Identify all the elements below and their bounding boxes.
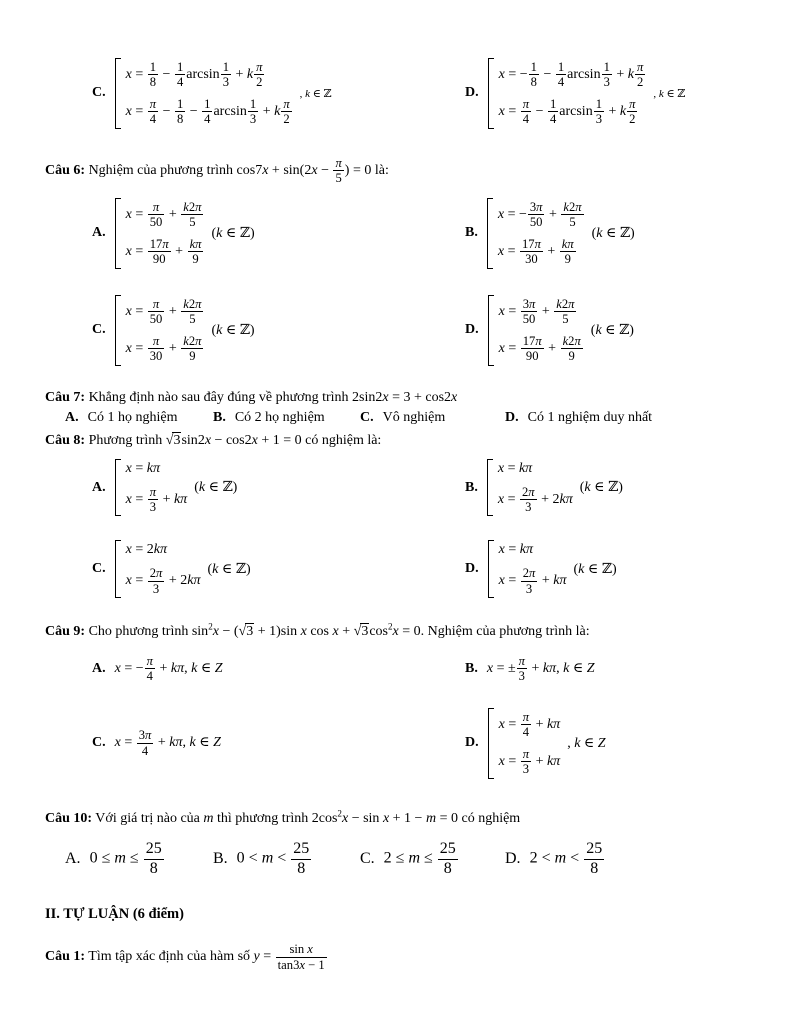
inline-math: 2sin2x = 3 + cos2x bbox=[352, 389, 458, 405]
option-label: B. bbox=[465, 225, 478, 241]
fraction: $\frac{\pi}{3}$ bbox=[522, 746, 530, 777]
option-label: C. bbox=[92, 322, 106, 338]
left-bracket-icon bbox=[115, 540, 121, 598]
case-line: x = $\frac{\pi}{30}$ + $\frac{k2\pi}{9}$ bbox=[126, 334, 205, 364]
fraction: $\frac{\pi}{4}$ bbox=[146, 653, 153, 684]
question-text: có nghiệm bbox=[457, 810, 521, 826]
q5-option-c bbox=[92, 58, 465, 129]
question-text: là: bbox=[371, 163, 389, 179]
case-line: x = $\frac{\pi}{4}$ + kπ bbox=[498, 709, 561, 740]
option-label: A. bbox=[92, 225, 106, 241]
square-root: √3 bbox=[165, 433, 181, 449]
fraction: $\frac{k\pi}{9}$ bbox=[189, 236, 202, 267]
left-bracket-icon bbox=[488, 58, 494, 129]
cases-condition: (k ∈ ℤ) bbox=[211, 225, 255, 241]
fraction: $\frac{3\pi}{50}$ bbox=[522, 296, 536, 327]
fraction: $\frac{\pi}{50}$ bbox=[149, 199, 163, 230]
case-line: x = $\frac{\pi}{50}$ + $\frac{k2\pi}{5}$ bbox=[126, 200, 205, 230]
inline-math: √3sin2x − cos2x + 1 = 0 bbox=[165, 433, 302, 449]
q7-title bbox=[45, 388, 747, 408]
tl-q1-title bbox=[45, 942, 747, 972]
fraction: $\frac{25}{8}$ bbox=[293, 840, 310, 877]
fraction: $\frac{\pi}{3}$ bbox=[149, 484, 157, 515]
inline-math: cos7x + sin(2x − $\frac{\pi}{5}$ ) = 0 bbox=[236, 155, 372, 186]
option-label: B. bbox=[213, 850, 228, 868]
section-2-heading bbox=[45, 904, 747, 924]
fraction: $\frac{2\pi}{3}$ bbox=[149, 566, 163, 596]
fraction: $\frac{\pi}{4}$ bbox=[149, 96, 157, 127]
option-text: Vô nghiệm bbox=[382, 410, 446, 426]
fraction: $\frac{\pi}{3}$ bbox=[518, 653, 525, 684]
option-text: Có 2 họ nghiệm bbox=[234, 410, 325, 426]
fraction: $\frac{25}{8}$ bbox=[586, 840, 603, 877]
question-text: thì phương trình bbox=[213, 810, 312, 826]
question-label: Câu 8: bbox=[45, 433, 86, 449]
inline-math: $\sin^2x - (√3 + 1)\sin$ x $\cos x + √3\cos^2x = 0$ bbox=[191, 621, 421, 640]
option-label: B. bbox=[465, 660, 478, 676]
q5-options-cd bbox=[45, 58, 747, 129]
fraction: $\frac{k2\pi}{9}$ bbox=[562, 333, 581, 364]
fraction: $\frac{1}{8}$ bbox=[530, 60, 537, 90]
question-text: có nghiệm là: bbox=[301, 433, 382, 449]
option-label: A. bbox=[65, 410, 79, 426]
case-line: x = − $\frac{1}{8}$ − $\frac{1}{4}$ arcsin $\frac{1}{3}$ + k $\frac{\pi}{2}$ bbox=[499, 60, 647, 90]
q6-option-c bbox=[92, 295, 465, 366]
case-line: x = $\frac{\pi}{3}$ + kπ bbox=[125, 484, 188, 515]
option-text: Có 1 nghiệm duy nhất bbox=[527, 410, 653, 426]
fraction: $\frac{1}{3}$ bbox=[595, 96, 602, 127]
fraction: $\frac{17\pi}{30}$ bbox=[521, 236, 541, 267]
fraction: $\frac{k\pi}{9}$ bbox=[561, 236, 574, 267]
left-bracket-icon bbox=[488, 295, 494, 366]
question-text: Nghiệm của phương trình bbox=[85, 163, 237, 179]
case-line: x = $\frac{3\pi}{50}$ + $\frac{k2\pi}{5}$ bbox=[499, 297, 584, 327]
q9-options-ab bbox=[45, 654, 747, 684]
q10-title bbox=[45, 809, 747, 829]
option-label: B. bbox=[213, 410, 226, 426]
left-bracket-icon bbox=[488, 708, 494, 779]
option-math: 2 < m < $\frac{25}{8}$ bbox=[530, 840, 606, 878]
fraction: $\frac{1}{4}$ bbox=[204, 96, 211, 127]
cases-condition: (k ∈ ℤ) bbox=[194, 480, 238, 496]
fraction: $\frac{2\pi}{3}$ bbox=[521, 484, 535, 515]
fraction: $\frac{1}{3}$ bbox=[603, 60, 610, 90]
fraction: $\frac{1}{3}$ bbox=[249, 96, 257, 127]
q8-option-d bbox=[465, 540, 747, 598]
fraction: $\frac{\pi}{4}$ bbox=[522, 709, 530, 740]
option-label: A. bbox=[92, 479, 106, 495]
left-bracket-icon bbox=[487, 459, 493, 517]
fraction: $\frac{3\pi}{4}$ bbox=[138, 728, 152, 758]
fraction: $\frac{\pi}{5}$ bbox=[335, 155, 342, 186]
option-math: x = $\frac{3\pi}{4}$ + kπ, k ∈ Z bbox=[114, 728, 221, 758]
question-text: Tìm tập xác định của hàm số bbox=[85, 949, 254, 965]
q8-options-cd-cases bbox=[115, 540, 251, 598]
q8-options-ab-cases bbox=[115, 459, 238, 517]
cases-condition: (k ∈ ℤ) bbox=[591, 225, 635, 241]
option-math: 2 ≤ m ≤ $\frac{25}{8}$ bbox=[384, 840, 459, 878]
case-line: x = kπ bbox=[125, 460, 160, 476]
fraction: $\frac{k2\pi}{5}$ bbox=[183, 199, 202, 230]
question-label: Câu 7: bbox=[45, 389, 86, 405]
fraction: $\frac{k2\pi}{5}$ bbox=[556, 296, 575, 327]
fraction: $\frac{\pi}{30}$ bbox=[149, 333, 163, 364]
case-line: x = kπ bbox=[498, 542, 533, 558]
fraction: $\frac{\pi}{2}$ bbox=[256, 60, 263, 90]
case-line: x = $\frac{\pi}{4}$ − $\frac{1}{8}$ − $\frac{1}{4}$ arcsin $\frac{1}{3}$ + k $\frac{\pi}{2}$ bbox=[126, 97, 293, 127]
q5-options-cd-cases bbox=[488, 58, 686, 129]
fraction: $\frac{k2\pi}{9}$ bbox=[183, 333, 202, 364]
q8-option-b bbox=[465, 459, 747, 517]
cases-condition: (k ∈ ℤ) bbox=[590, 322, 634, 338]
fraction: $\frac{17\pi}{90}$ bbox=[149, 236, 169, 267]
q7-option-d bbox=[505, 410, 747, 426]
left-bracket-icon bbox=[115, 459, 121, 517]
option-label: D. bbox=[465, 85, 479, 101]
case-line: x = $\frac{\pi}{3}$ + kπ bbox=[498, 746, 561, 777]
q9-options-cd bbox=[45, 708, 747, 779]
fraction: $\frac{25}{8}$ bbox=[439, 840, 456, 877]
q10-option-d bbox=[505, 840, 747, 878]
cases-condition: , k ∈ ℤ bbox=[299, 87, 332, 100]
question-label: II. TỰ LUẬN (6 điểm) bbox=[45, 906, 184, 922]
fraction: $\frac{1}{3}$ bbox=[222, 60, 229, 90]
cases-condition: (k ∈ ℤ) bbox=[573, 561, 617, 577]
case-line: x = $\frac{2\pi}{3}$ + kπ bbox=[498, 566, 567, 596]
cases-condition: (k ∈ ℤ) bbox=[579, 480, 623, 496]
q6-option-b bbox=[465, 198, 747, 269]
inline-math: m bbox=[203, 810, 214, 826]
option-label: A. bbox=[65, 850, 81, 868]
q6-options-ab-cases bbox=[487, 198, 635, 269]
option-label: A. bbox=[92, 660, 106, 676]
fraction: $\frac{\pi}{50}$ bbox=[149, 296, 163, 327]
case-line: x = 2kπ bbox=[125, 542, 167, 558]
q10-option-c bbox=[360, 840, 505, 878]
inline-math: $2\cos^2x - \sin x + 1 - m = 0$ bbox=[311, 807, 458, 826]
square-root: √3 bbox=[238, 624, 254, 640]
fraction: $\frac{3\pi}{50}$ bbox=[529, 199, 543, 230]
fraction: $\frac{17\pi}{90}$ bbox=[522, 333, 542, 364]
fraction: $\frac{\text{sin x}}{\tan 3x - 1}$ bbox=[277, 942, 325, 972]
q8-options-ab-cases bbox=[487, 459, 623, 517]
option-label: C. bbox=[360, 410, 374, 426]
square-root: √3 bbox=[353, 624, 369, 640]
option-label: D. bbox=[505, 850, 521, 868]
fraction: $\frac{\pi}{2}$ bbox=[283, 96, 290, 127]
option-label: C. bbox=[92, 561, 106, 577]
case-line: x = $\frac{2\pi}{3}$ + 2kπ bbox=[125, 566, 201, 596]
question-text: Với giá trị nào của bbox=[92, 810, 204, 826]
q6-title bbox=[45, 156, 747, 186]
case-line: x = $\frac{2\pi}{3}$ + 2kπ bbox=[497, 484, 573, 515]
fraction: $\frac{k2\pi}{5}$ bbox=[183, 296, 202, 327]
q10-option-a bbox=[65, 840, 213, 878]
option-math: 0 ≤ m ≤ $\frac{25}{8}$ bbox=[90, 840, 165, 878]
q8-options-ab bbox=[45, 459, 747, 517]
fraction: $\frac{2\pi}{3}$ bbox=[522, 566, 536, 596]
question-text: . Nghiệm của phương trình là: bbox=[420, 624, 590, 640]
question-label: Câu 6: bbox=[45, 163, 86, 179]
cases-condition: , k ∈ Z bbox=[567, 735, 606, 751]
question-text: Cho phương trình bbox=[85, 624, 192, 640]
option-math: x = − $\frac{\pi}{4}$ + kπ, k ∈ Z bbox=[114, 653, 223, 684]
option-label: C. bbox=[360, 850, 375, 868]
left-bracket-icon bbox=[115, 295, 121, 366]
question-text: Khẳng định nào sau đây đúng về phương trình bbox=[85, 389, 353, 405]
q7-option-c bbox=[360, 410, 505, 426]
case-line: x = $\frac{17\pi}{90}$ + $\frac{k\pi}{9}$ bbox=[126, 237, 205, 267]
radical-icon: √ bbox=[165, 433, 174, 449]
q6-options-cd bbox=[45, 295, 747, 366]
left-bracket-icon bbox=[488, 540, 494, 598]
q10-option-b bbox=[213, 840, 360, 878]
q8-options-cd bbox=[45, 540, 747, 598]
q9-option-c bbox=[92, 728, 465, 758]
option-label: D. bbox=[505, 410, 519, 426]
option-math: x = ± $\frac{\pi}{3}$ + kπ, k ∈ Z bbox=[486, 653, 595, 684]
question-text: Phương trình bbox=[85, 433, 166, 449]
option-label: C. bbox=[92, 735, 106, 751]
q8-options-cd-cases bbox=[488, 540, 617, 598]
case-line: x = $\frac{\pi}{50}$ + $\frac{k2\pi}{5}$ bbox=[126, 297, 205, 327]
q9-title bbox=[45, 622, 747, 642]
q6-options-cd-cases bbox=[488, 295, 634, 366]
cases-condition: (k ∈ ℤ) bbox=[211, 322, 255, 338]
question-label: Câu 1: bbox=[45, 949, 86, 965]
option-text: Có 1 họ nghiệm bbox=[87, 410, 178, 426]
fraction: $\frac{\pi}{4}$ bbox=[522, 96, 530, 127]
q6-option-d bbox=[465, 295, 747, 366]
q6-option-a bbox=[92, 198, 465, 269]
fraction: $\frac{1}{4}$ bbox=[557, 60, 565, 90]
fraction: $\frac{\pi}{2}$ bbox=[629, 96, 636, 127]
option-math: 0 < m < $\frac{25}{8}$ bbox=[237, 840, 313, 878]
q9-option-b bbox=[465, 654, 747, 684]
case-line: x = − $\frac{3\pi}{50}$ + $\frac{k2\pi}{5}$ bbox=[498, 200, 585, 230]
case-line: x = $\frac{17\pi}{30}$ + $\frac{k\pi}{9}$ bbox=[498, 237, 585, 267]
option-label: B. bbox=[465, 479, 478, 495]
fraction: $\frac{1}{8}$ bbox=[149, 60, 157, 90]
q6-options-cd-cases bbox=[115, 295, 255, 366]
q8-option-c bbox=[92, 540, 465, 598]
left-bracket-icon bbox=[487, 198, 493, 269]
inline-math: y = $\frac{\text{sin x}}{\tan 3x - 1}$ bbox=[254, 949, 328, 964]
case-line: x = kπ bbox=[497, 460, 533, 476]
left-bracket-icon bbox=[115, 198, 121, 269]
q5-option-d bbox=[465, 58, 747, 129]
cases-condition: , k ∈ ℤ bbox=[653, 87, 686, 100]
option-label: D. bbox=[465, 322, 479, 338]
case-line: x = $\frac{17\pi}{90}$ + $\frac{k2\pi}{9}$ bbox=[499, 334, 584, 364]
q9-options-cd-cases bbox=[488, 708, 606, 779]
case-line: x = $\frac{\pi}{4}$ − $\frac{1}{4}$ arcsin $\frac{1}{3}$ + k $\frac{\pi}{2}$ bbox=[499, 97, 647, 127]
fraction: $\frac{25}{8}$ bbox=[145, 840, 162, 877]
cases-condition: (k ∈ ℤ) bbox=[207, 561, 251, 577]
q7-option-a bbox=[65, 410, 213, 426]
question-label: Câu 9: bbox=[45, 624, 86, 640]
left-bracket-icon bbox=[115, 58, 121, 129]
radical-icon: √ bbox=[353, 624, 362, 640]
q8-option-a bbox=[92, 459, 465, 517]
q8-title bbox=[45, 431, 747, 451]
q5-options-cd-cases bbox=[115, 58, 332, 129]
fraction: $\frac{1}{4}$ bbox=[549, 96, 557, 127]
q10-options bbox=[45, 840, 747, 878]
fraction: $\frac{k2\pi}{5}$ bbox=[563, 199, 582, 230]
q9-option-d bbox=[465, 708, 747, 779]
q7-option-b bbox=[213, 410, 360, 426]
fraction: $\frac{1}{4}$ bbox=[176, 60, 184, 90]
radical-icon: √ bbox=[238, 624, 247, 640]
q6-options-ab-cases bbox=[115, 198, 255, 269]
option-label: D. bbox=[465, 735, 479, 751]
question-label: Câu 10: bbox=[45, 810, 93, 826]
fraction: $\frac{1}{8}$ bbox=[176, 96, 184, 127]
q7-options bbox=[45, 410, 747, 426]
option-label: D. bbox=[465, 561, 479, 577]
fraction: $\frac{\pi}{2}$ bbox=[637, 60, 644, 90]
q9-option-a bbox=[92, 654, 465, 684]
option-label: C. bbox=[92, 85, 106, 101]
case-line: x = $\frac{1}{8}$ − $\frac{1}{4}$ arcsin $\frac{1}{3}$ + k $\frac{\pi}{2}$ bbox=[126, 60, 293, 90]
q6-options-ab bbox=[45, 198, 747, 269]
